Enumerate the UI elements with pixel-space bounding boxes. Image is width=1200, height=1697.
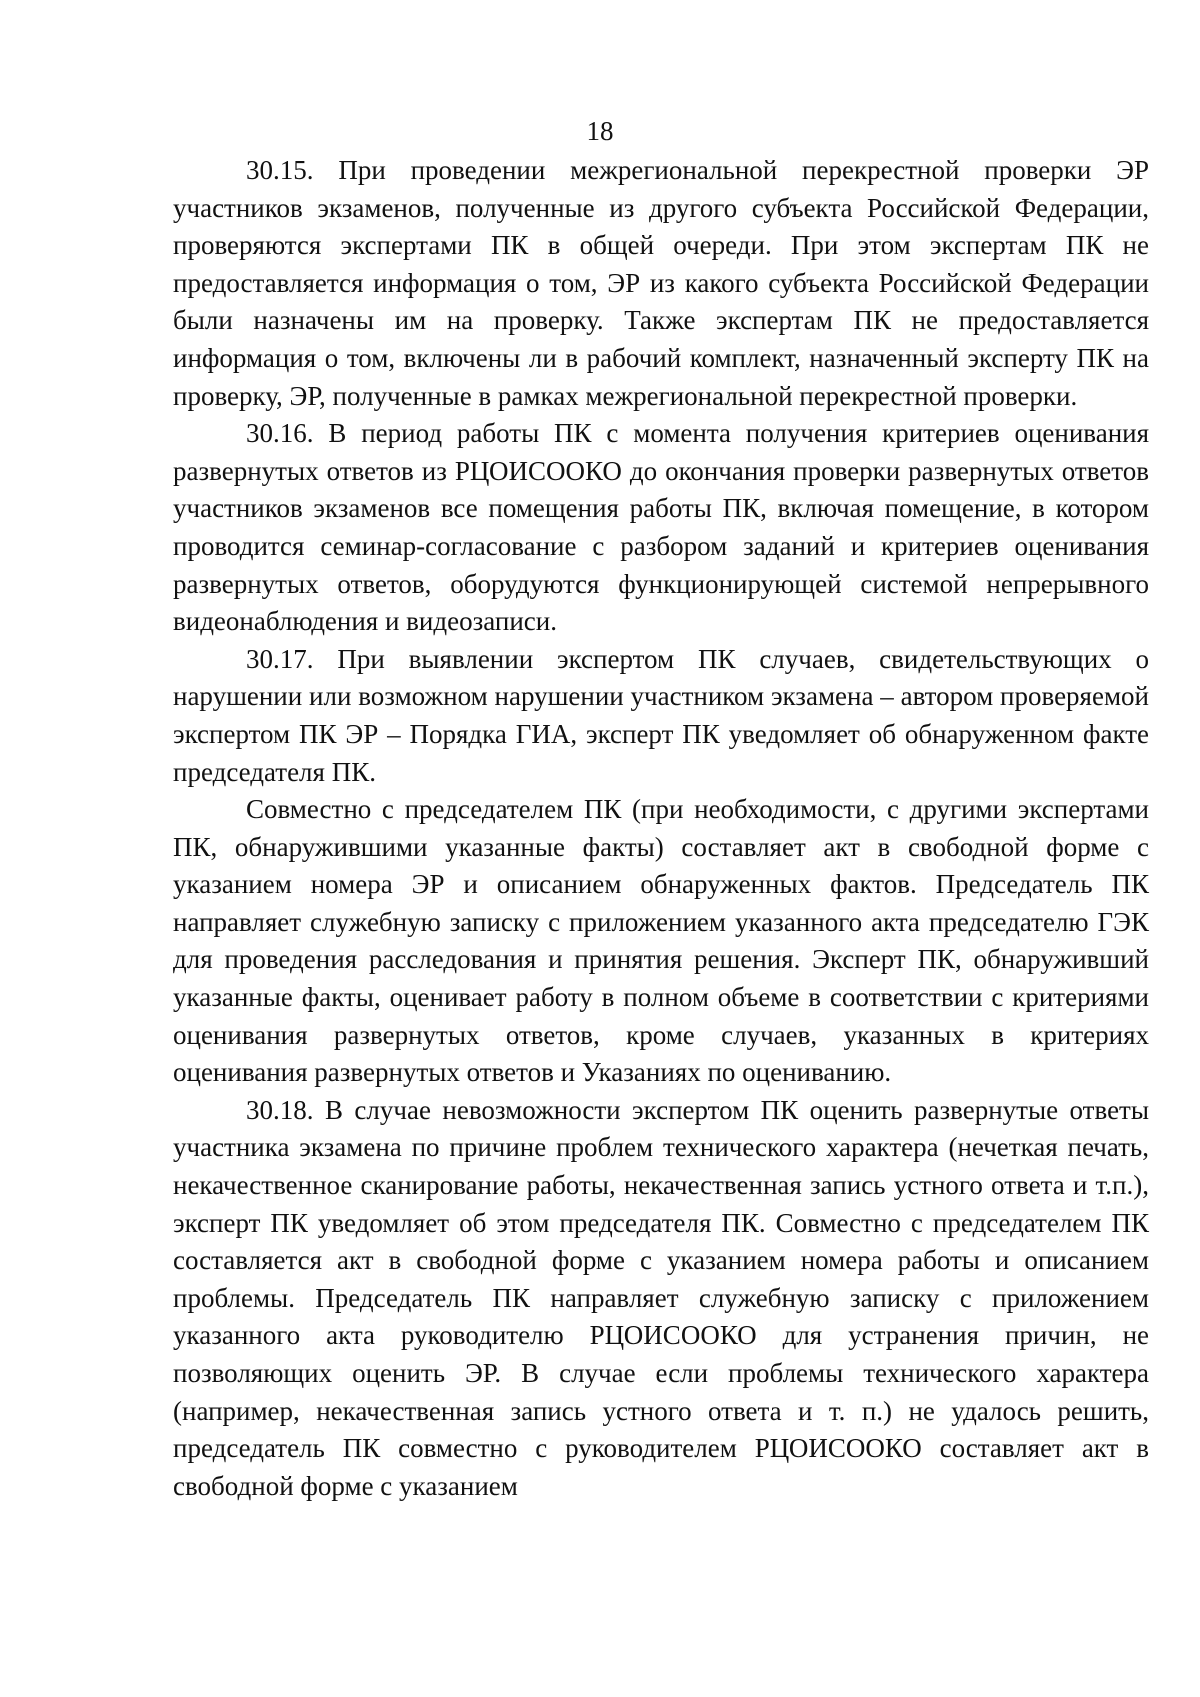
paragraph-text: При выявлении экспертом ПК случаев, свидетельствующих о нарушении или возможном нарушении участником экзамена – автором проверяемой экспертом ПК ЭР – Порядка ГИА, эксперт ПК уведомляет об обнаруженном факте председателя ПК. bbox=[173, 643, 1150, 787]
paragraph-continuation bbox=[173, 791, 1149, 1092]
clause-number: 30.18. bbox=[246, 1094, 314, 1125]
paragraph-text: Совместно с председателем ПК (при необходимости, с другими экспертами ПК, обнаружившими указанные факты) составляет акт в свободной форме с указанием номера ЭР и описанием обнаруженных фактов. Председатель ПК направляет служебную записку с приложением указанного акта председателю ГЭК для проведения расследования и принятия решения. Эксперт ПК, обнаруживший указанные факты, оценивает работу в полном объеме в соответствии с критериями оценивания развернутых ответов, кроме случаев, указанных в критериях оценивания развернутых ответов и Указаниях по оцениванию. bbox=[173, 794, 1149, 1088]
paragraph-30-18 bbox=[173, 1092, 1149, 1506]
paragraph-text: В случае невозможности экспертом ПК оценить развернутые ответы участника экзамена по причине проблем технического характера (нечеткая печать, некачественное сканирование работы, некачественная запись устного ответа и т.п.), эксперт ПК уведомляет об этом председателя ПК. Совместно с председателем ПК составляется акт в свободной форме с указанием номера работы и описанием проблемы. Председатель ПК направляет служебную записку с приложением указанного акта руководителю РЦОИСООКО для устранения причин, не позволяющих оценить ЭР. В случае если проблемы технического характера (например, некачественная запись устного ответа и т. п.) не удалось решить, председатель ПК совместно с руководителем РЦОИСООКО составляет акт в свободной форме с указанием bbox=[173, 1094, 1149, 1501]
clause-number: 30.15. bbox=[246, 155, 314, 185]
paragraph-text: При проведении межрегиональной перекрестной проверки ЭР участников экзаменов, полученные из другого субъекта Российской Федерации, проверяются экспертами ПК в общей очереди. При этом экспертам ПК не предоставляется информация о том, ЭР из какого субъекта Российской Федерации были назначены им на проверку. Также экспертам ПК не предоставляется информация о том, включены ли в рабочий комплект, назначенный эксперту ПК на проверку, ЭР, полученные в рамках межрегиональной перекрестной проверки. bbox=[173, 155, 1150, 411]
page-number: 18 bbox=[586, 116, 614, 146]
document-body bbox=[173, 152, 1149, 1505]
clause-number: 30.17. bbox=[246, 643, 314, 674]
paragraph-30-16 bbox=[173, 415, 1149, 641]
paragraph-30-17 bbox=[173, 641, 1149, 791]
paragraph-30-15 bbox=[173, 152, 1149, 415]
clause-number: 30.16. bbox=[246, 418, 314, 449]
paragraph-text: В период работы ПК с момента получения критериев оценивания развернутых ответов из РЦОИСООКО до окончания проверки развернутых ответов участников экзаменов все помещения работы ПК, включая помещение, в котором проводится семинар-согласование с разбором заданий и критериев оценивания развернутых ответов, оборудуются функционирующей системой непрерывного видеонаблюдения и видеозаписи. bbox=[173, 418, 1150, 637]
